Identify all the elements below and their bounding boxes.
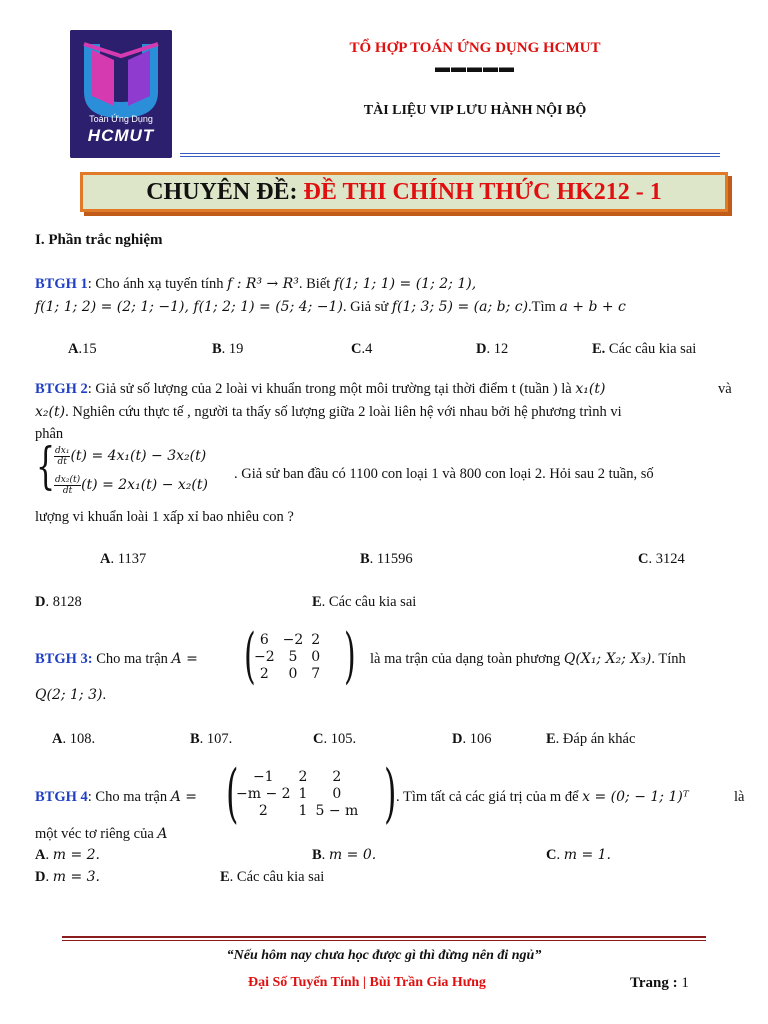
q3-text-b: là ma trận của dạng toàn phương [370,651,564,667]
q2-eq2-rest: (t) = 2x₁(t) − x₂(t) [81,476,208,493]
footer-quote: “Nếu hôm nay chưa học được gì thì đừng nên đi ngủ” [226,948,542,963]
q2-math: x₁(t) [575,381,606,397]
logo-text-bottom: HCMUT [87,126,155,145]
q3-left-paren: ( [244,621,256,691]
q2-option-d[interactable]: D. 8128 [35,594,82,610]
page-label: Trang : [630,975,682,991]
q4-line1-b [396,789,689,806]
q4-line1 [35,789,197,806]
q2-line3: phân [35,426,64,442]
q4-option-c[interactable]: C. m = 1. [546,847,611,863]
q3-math-q2: Q(2; 1; 3) [35,687,103,703]
q4-text-b: . Tìm tất cả các giá trị của m để [396,789,583,805]
q3-text: Cho ma trận [92,651,172,667]
org-divider: ▬▬▬▬▬ [435,60,515,76]
q3-label: BTGH 3: [35,651,93,667]
q4-option-b[interactable]: B. m = 0. [312,847,377,863]
q2-text: : Giả sử số lượng của 2 loài vi khuẩn trong một môi trường tại thời điểm t (tuần ) là [87,381,576,397]
q4-line1-end: là [734,789,745,805]
q2-option-b[interactable]: B. 11596 [360,551,413,567]
q4-text: : Cho ma trận [87,789,171,805]
q2-math-2: x₂(t) [35,404,66,420]
q2-line2 [35,404,622,421]
page-number [630,975,689,992]
q3-math-a: A = [171,651,198,667]
q2-label: BTGH 2 [35,381,88,397]
header-rule-2 [180,156,720,157]
q4-left-paren: ( [226,757,239,831]
title-main: ĐỀ THI CHÍNH THỨC HK212 - 1 [303,179,662,205]
q1-line1 [35,276,476,293]
q1-line2 [35,299,626,316]
q2-line1-end: và [718,381,732,397]
q2-last-line: lượng vi khuẩn loài 1 xấp xỉ bao nhiêu con ? [35,509,294,525]
doc-note: TÀI LIỆU VIP LƯU HÀNH NỘI BỘ [363,103,587,118]
footer-rule-2 [62,940,706,941]
q1-label: BTGH 1 [35,276,88,292]
q2-line1 [35,381,605,398]
q1-math-3: f(1; 1; 2) = (2; 1; −1), f(1; 2; 1) = (5; 4; −1) [35,299,343,315]
q2-eq2 [54,475,208,496]
q3-option-b[interactable]: B. 107. [190,731,233,747]
q2-eq1-rest: (t) = 4x₁(t) − 3x₂(t) [70,447,207,464]
system-brace: { [36,437,56,495]
q4-math-x: x = (0; − 1; 1)ᵀ [582,789,689,805]
q4-right-paren: ) [384,757,397,831]
q2-eq1-frac: $\frac{\text{dx₁}}{dt}$ [55,446,70,467]
q3-option-c[interactable]: C. 105. [313,731,357,747]
q1-math-5: a + b + c [559,299,626,315]
q1-text-b: . Biết [298,276,334,292]
q1-math: f : R³ → R³ [227,276,299,292]
q2-text-2: . Nghiên cứu thực tế , người ta thấy số lượng giữa 2 loài liên hệ với nhau bởi hệ phương trình vi [65,404,622,420]
q3-math-q: Q(X₁; X₂; X₃) [563,651,652,667]
q1-option-b[interactable]: B. 19 [212,341,244,357]
q4-text-2: một véc tơ riêng của [35,826,158,842]
q2-option-a[interactable]: A. 1137 [100,551,147,567]
footer-course: Đại Số Tuyến Tính | Bùi Trần Gia Hưng [248,975,486,990]
q3-option-d[interactable]: D. 106 [452,731,492,747]
q1-option-a[interactable]: A.15 [68,341,97,357]
q1-option-e[interactable]: E. Các câu kia sai [592,341,697,357]
footer-rule [62,936,706,938]
title-prefix: CHUYÊN ĐỀ: [146,179,304,205]
q2-eq1 [54,446,206,467]
q1-text-c: . Giả sử [342,299,392,315]
q2-eq2-frac: $\frac{\text{dx₂(t)}}{dt}$ [55,475,81,496]
logo [70,30,172,158]
q1-option-c[interactable]: C.4 [351,341,373,357]
q4-math-a2: A [157,826,168,842]
q4-line2 [35,826,168,843]
q3-option-a[interactable]: A. 108. [52,731,96,747]
q1-math-4: f(1; 3; 5) = (a; b; c) [391,299,529,315]
q2-option-c[interactable]: C. 3124 [638,551,685,567]
q3-right-paren: ) [344,621,356,691]
q4-label: BTGH 4 [35,789,88,805]
q4-option-e[interactable]: E. Các câu kia sai [220,869,325,885]
q3-option-e[interactable]: E. Đáp án khác [546,731,636,747]
q3-text-c: . Tính [651,651,686,667]
q3-matrix: 6 −2 2 −2 5 0 2 0 7 [254,632,321,682]
q4-option-a[interactable]: A. m = 2. [35,847,100,863]
q1-math-2: f(1; 1; 1) = (1; 2; 1), [333,276,477,292]
q1-text-d: .Tìm [528,299,560,315]
q1-option-d[interactable]: D. 12 [476,341,509,357]
title-box [80,172,728,212]
section-heading: I. Phần trắc nghiệm [35,232,163,248]
q4-option-d[interactable]: D. m = 3. [35,869,100,885]
header-rule [180,153,720,154]
q4-matrix: −1 2 2 −m − 2 1 0 2 1 5 − m [236,769,359,819]
q3-line2: Q(2; 1; 3). [35,687,107,703]
org-name: TỔ HỢP TOÁN ỨNG DỤNG HCMUT [349,40,601,56]
q1-text: : Cho ánh xạ tuyến tính [87,276,228,292]
q3-line1-b [370,651,686,668]
q4-math-a: A = [170,789,198,805]
q2-after-system: . Giả sử ban đầu có 1100 con loại 1 và 800 con loại 2. Hỏi sau 2 tuần, số [234,466,654,482]
q3-line1 [35,651,198,668]
q2-option-e[interactable]: E. Các câu kia sai [312,594,417,610]
logo-text-top: Toán Ứng Dụng [89,114,153,124]
page-value: 1 [681,975,689,991]
